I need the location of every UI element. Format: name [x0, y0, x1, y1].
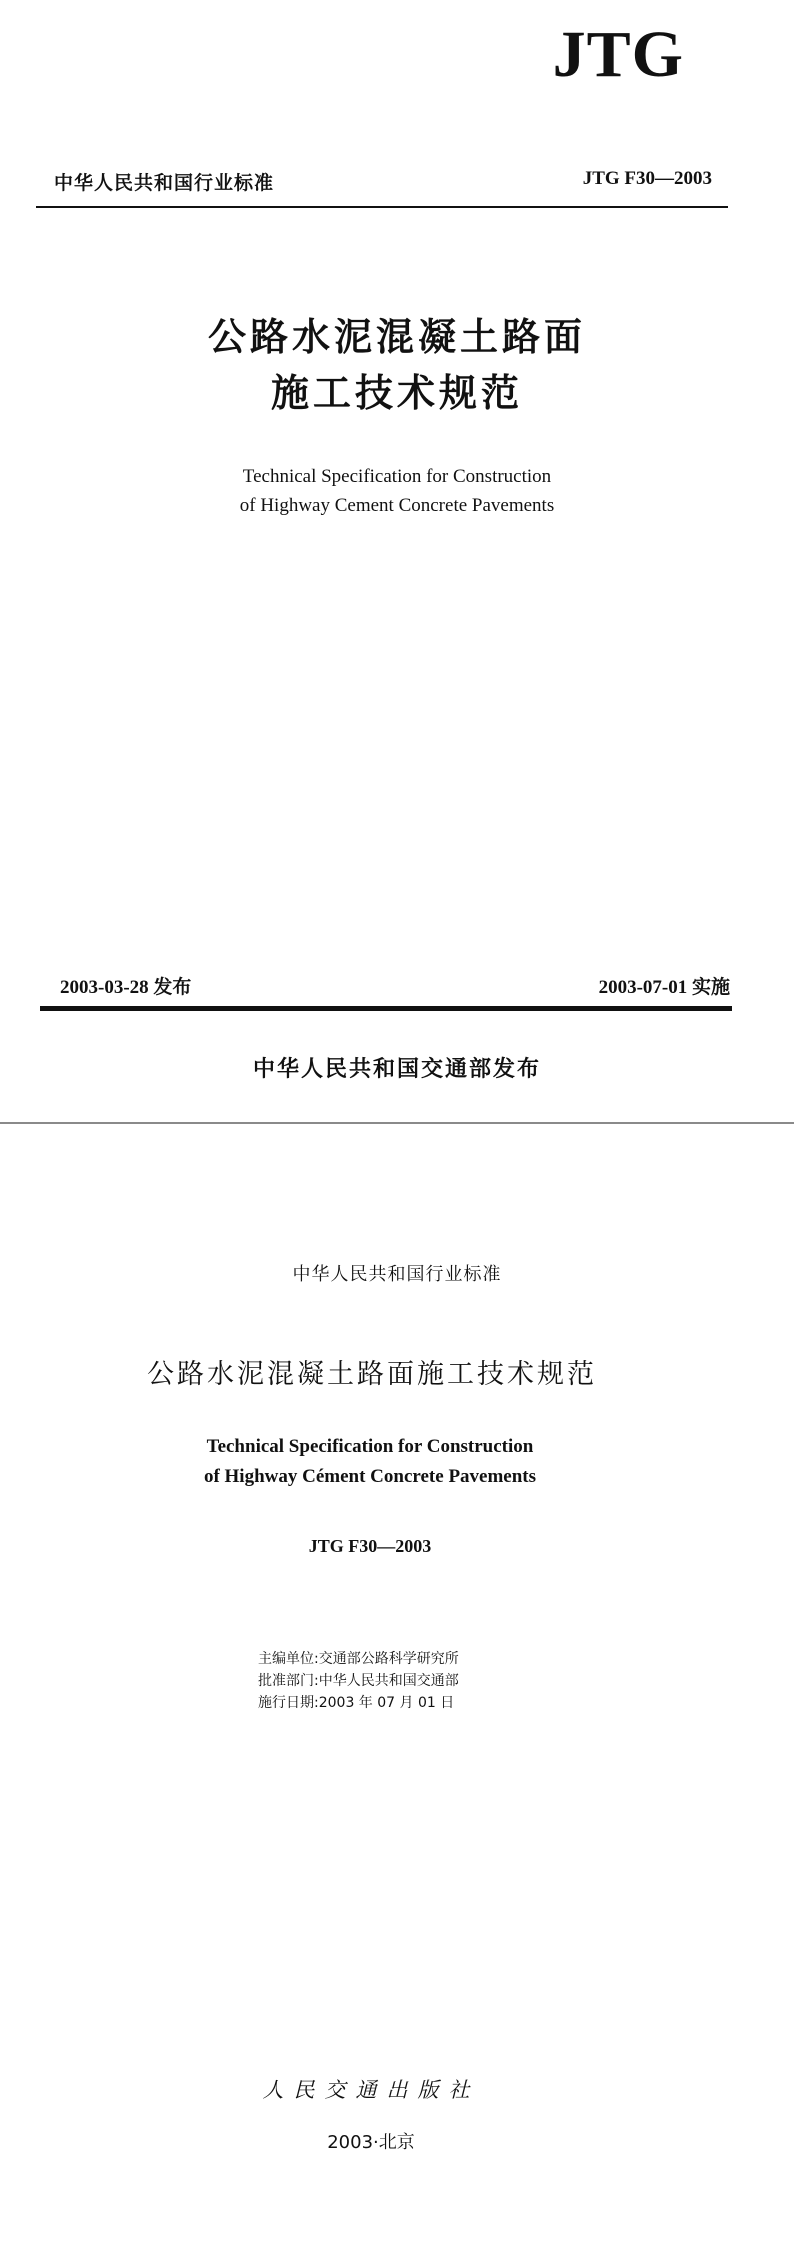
title-page-english-line1: Technical Specification for Construction — [206, 1436, 534, 1457]
imprint-year-city: 2003·北京 — [327, 2132, 415, 2153]
press-name: 人民交通出版社 — [262, 2078, 480, 2102]
main-title-line1: 公路水泥混凝土路面 — [207, 315, 586, 359]
publisher: 中华人民共和国交通部发布 — [252, 1057, 541, 1082]
title-page-english-line2: of Highway Cément Concrete Pavements — [203, 1466, 537, 1487]
jtg-logo: JTG — [552, 18, 684, 91]
main-title-line2: 施工技术规范 — [270, 371, 523, 415]
footer-divider — [40, 1006, 732, 1011]
header-divider — [36, 206, 728, 208]
title-page-category: 中华人民共和国行业标准 — [292, 1264, 502, 1285]
implementation-date: 施行日期:2003 年 07 月 01 日 — [258, 1695, 455, 1711]
editor-unit: 主编单位:交通部公路科学研究所 — [258, 1651, 459, 1667]
title-page-metadata — [258, 1648, 459, 1714]
dates-row — [42, 972, 730, 998]
english-title-line2: of Highway Cement Concrete Pavements — [239, 495, 555, 516]
standard-category: 中华人民共和国行业标准 — [54, 172, 275, 194]
issue-date: 2003-03-28 发布 — [60, 977, 192, 998]
title-page-code: JTG F30—2003 — [308, 1536, 432, 1556]
approving-department: 批准部门:中华人民共和国交通部 — [258, 1673, 459, 1689]
cover-header — [42, 168, 730, 194]
effective-date: 2003-07-01 实施 — [598, 977, 730, 998]
english-title-line1: Technical Specification for Construction — [242, 466, 552, 487]
standard-code: JTG F30—2003 — [582, 168, 712, 189]
title-page — [0, 1124, 794, 2246]
title-page-title: 公路水泥混凝土路面施工技术规范 — [147, 1359, 597, 1390]
